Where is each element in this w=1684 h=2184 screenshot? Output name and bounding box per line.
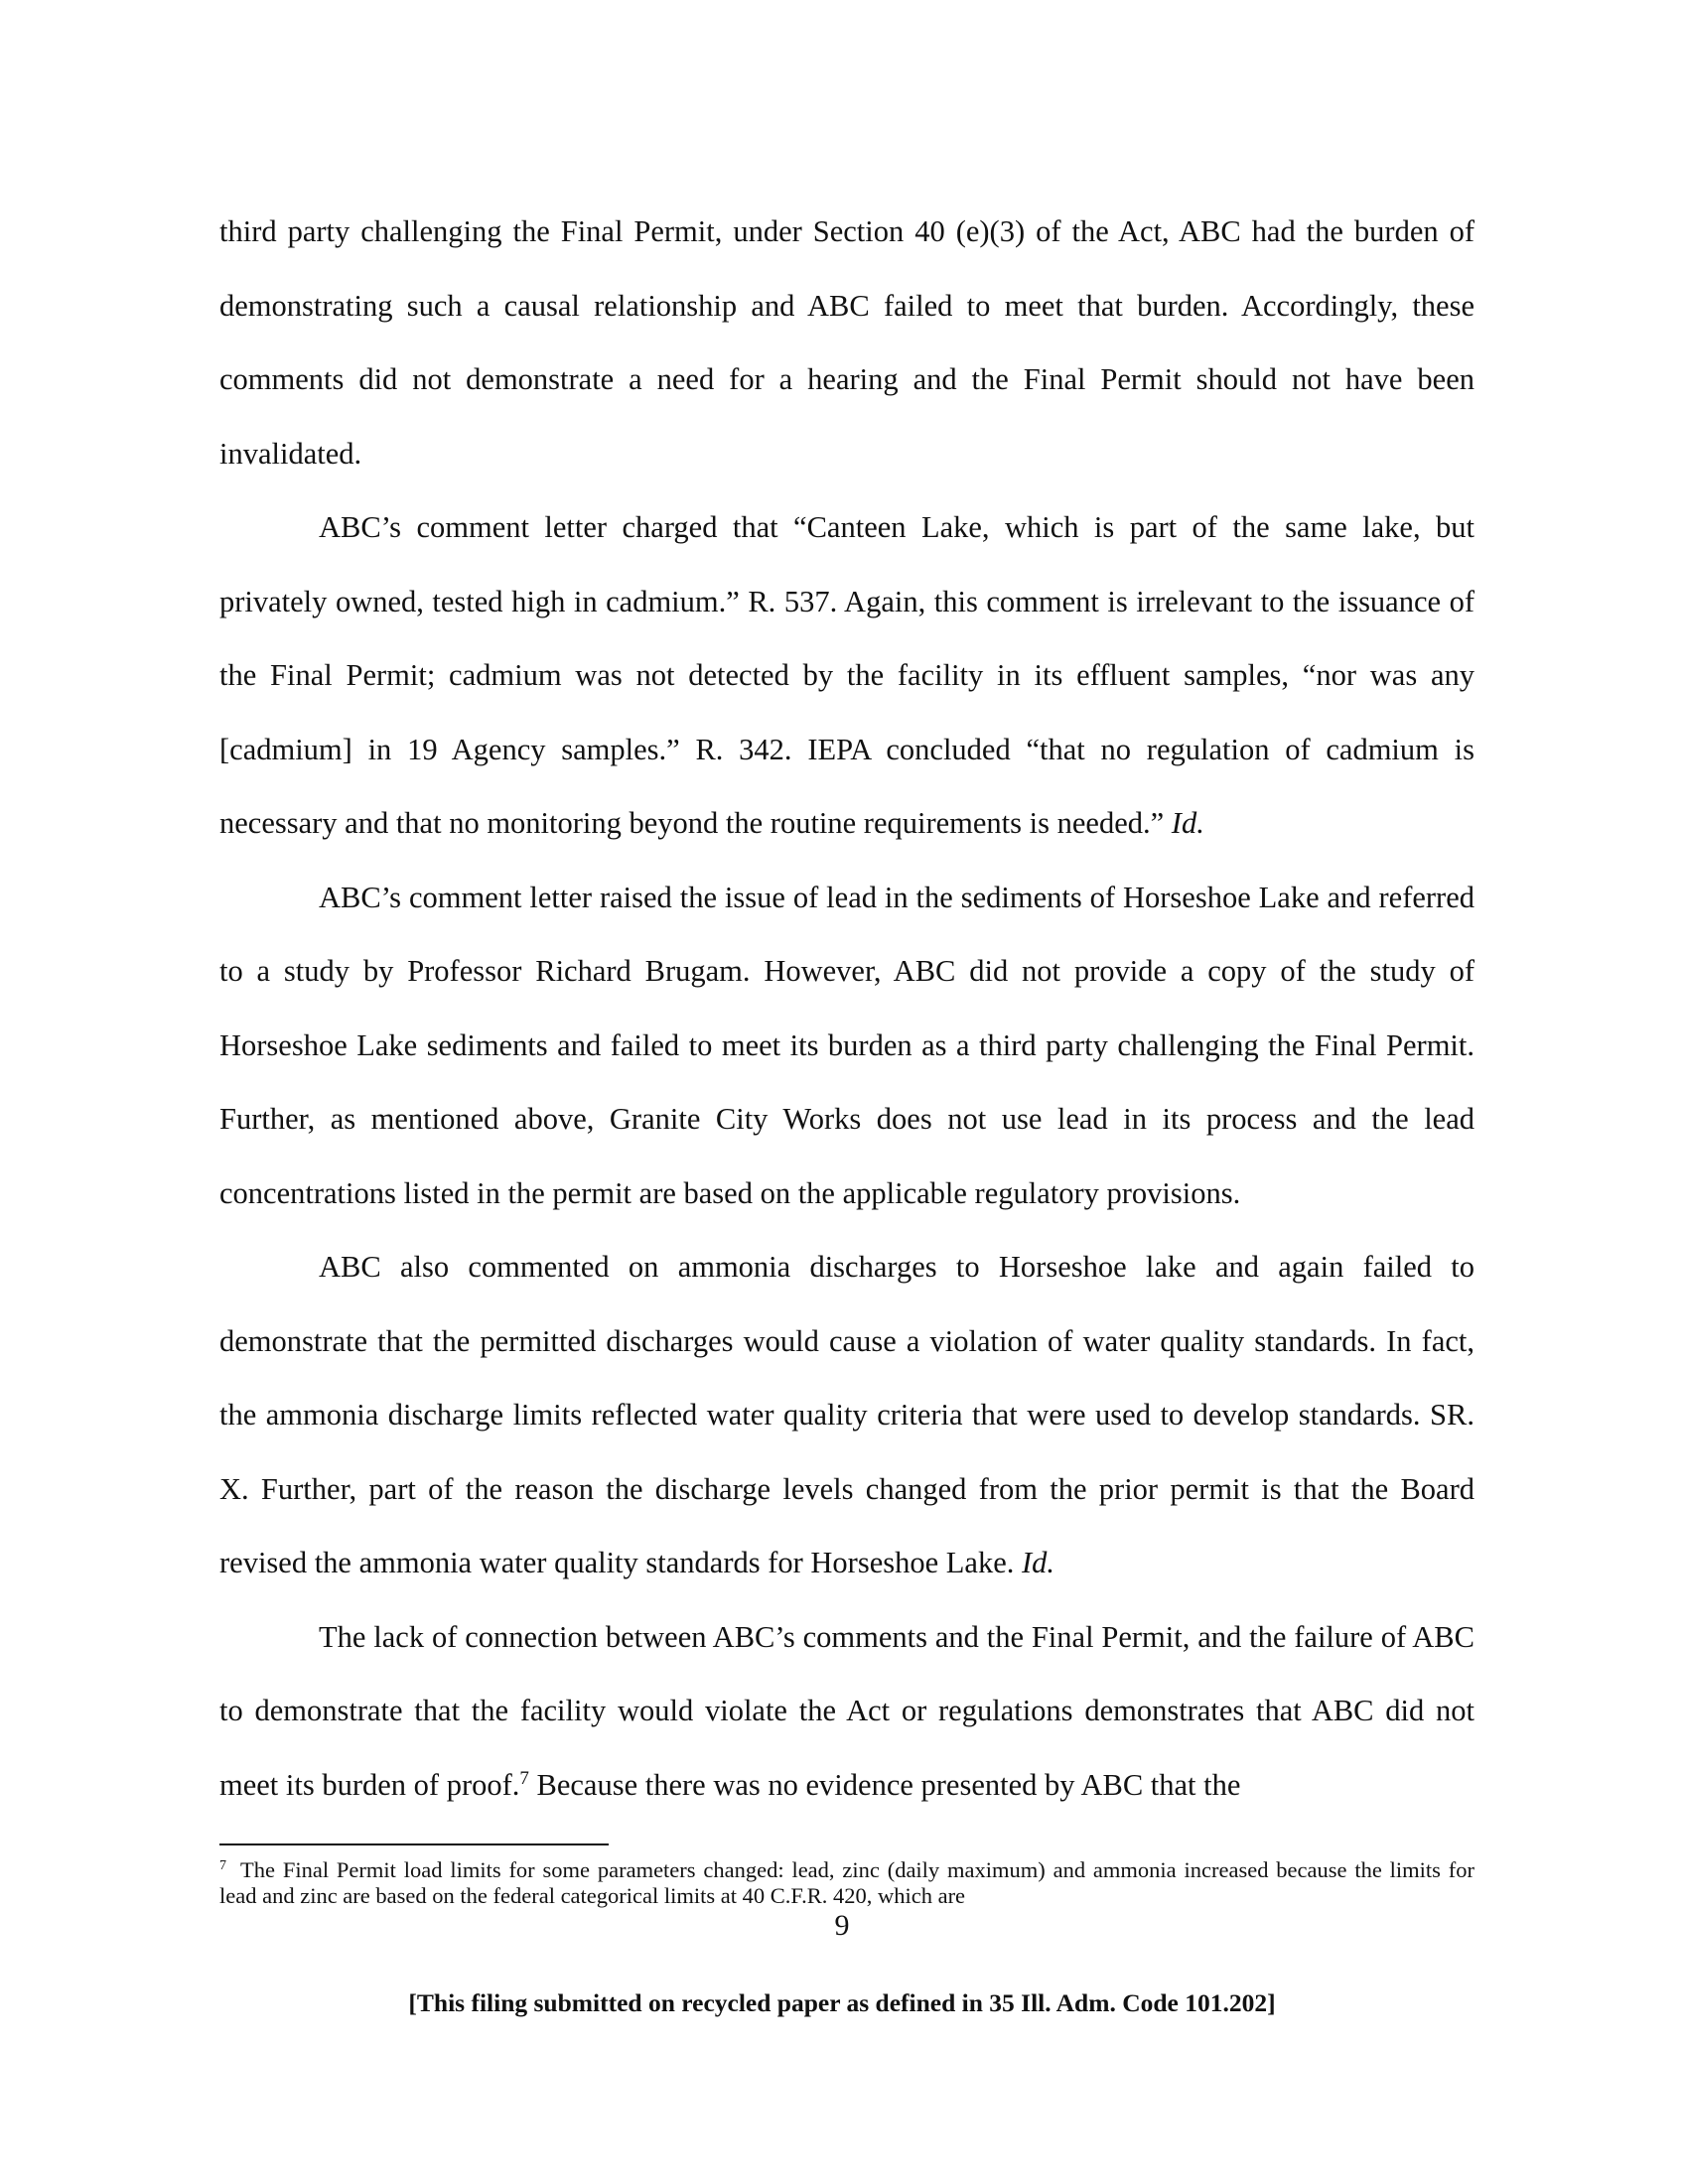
paragraph-text: The lack of connection between ABC’s comments and the Final Permit, and the failure of ABC to demonstrate that the facility would violate the Act or regulations demonstrates that ABC did not meet its burden of proof. (219, 1619, 1474, 1802)
paragraph-text: ABC’s comment letter raised the issue of lead in the sediments of Horseshoe Lake and referred to a study by Professor Richard Brugam. However, ABC did not provide a copy of the study of Horseshoe Lake sediments and failed to meet its burden as a third party challenging the Final Permit. Further, as mentioned above, Granite City Works does not use lead in its process and the lead concentrations listed in the permit are based on the applicable regulatory provisions. (219, 880, 1474, 1210)
footnote-reference[interactable]: 7 (519, 1767, 529, 1789)
paragraph-continuation (219, 195, 1474, 490)
paragraph-text: Because there was no evidence presented by ABC that the (528, 1767, 1241, 1802)
paragraph-text: third party challenging the Final Permit, under Section 40 (e)(3) of the Act, ABC had the burden of demonstrating such a causal relationship and ABC failed to meet that burden. Accordingly, these comments did not demonstrate a need for a hearing and the Final Permit should not have been invalidated. (219, 214, 1474, 471)
paragraph-text: ABC also commented on ammonia discharges to Horseshoe lake and again failed to demonstrate that the permitted discharges would cause a violation of water quality standards. In fact, the ammonia discharge limits reflected water quality criteria that were used to develop standards. SR. X. Further, part of the reason the discharge levels changed from the prior permit is that the Board revised the ammonia water quality standards for Horseshoe Lake. (219, 1250, 1474, 1579)
footnote (219, 1857, 1474, 1909)
footnote-divider (219, 1843, 609, 1845)
footnote-marker: 7 (219, 1858, 226, 1873)
paragraph-ammonia (219, 1230, 1474, 1600)
paragraph-text: ABC’s comment letter charged that “Canteen Lake, which is part of the same lake, but privately owned, tested high in cadmium.” R. 537. Again, this comment is irrelevant to the issuance of the Final Permit; cadmium was not detected by the facility in its effluent samples, “nor was any [cadmium] in 19 Agency samples.” R. 342. IEPA concluded “that no regulation of cadmium is necessary and that no monitoring beyond the routine requirements is needed.” (219, 510, 1474, 840)
paragraph-lead-sediments (219, 861, 1474, 1231)
paragraph-burden-of-proof (219, 1600, 1474, 1823)
body-text (219, 195, 1474, 1822)
footnote-text: The Final Permit load limits for some parameters changed: lead, zinc (daily maximum) and ammonia increased because the limits for lead and zinc are based on the federal categorical limits at 40 C.F.R. 420, which are (219, 1857, 1474, 1908)
citation-id: Id. (1171, 806, 1204, 840)
page-number: 9 (834, 1909, 850, 1942)
citation-id: Id. (1021, 1546, 1055, 1579)
recycled-paper-notice: [This filing submitted on recycled paper as defined in 35 Ill. Adm. Code 101.202] (408, 1988, 1276, 2017)
paragraph-canteen-lake (219, 490, 1474, 861)
